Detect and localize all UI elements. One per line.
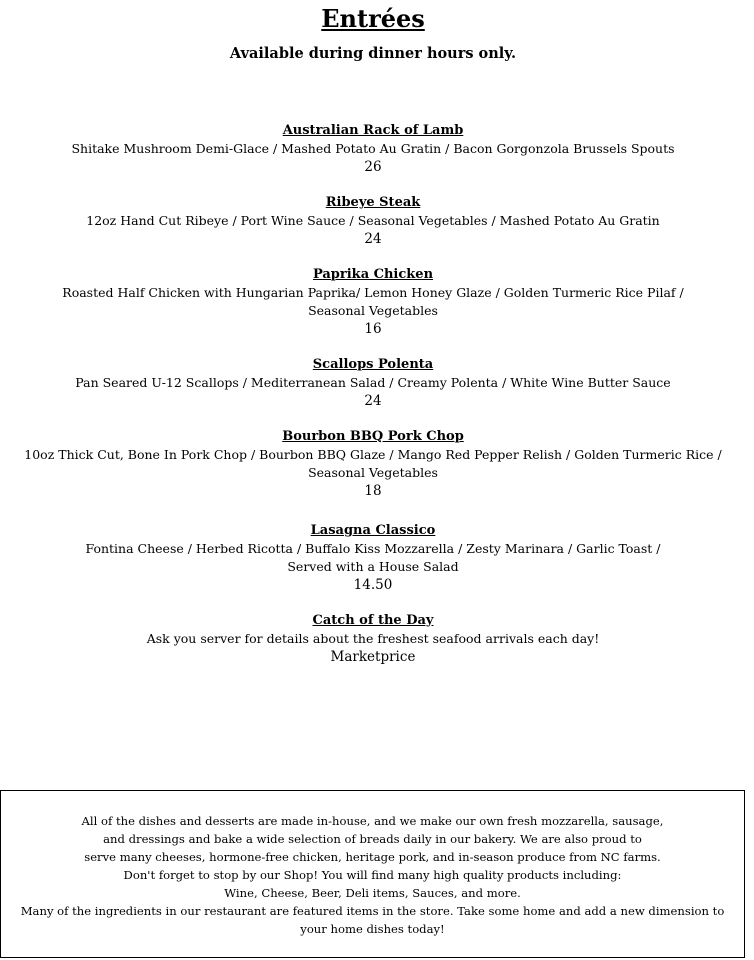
menu-item-name: Australian Rack of Lamb (282, 123, 464, 138)
menu-item-price: 14.50 (353, 577, 393, 593)
menu-item-description: Seasonal Vegetables (308, 303, 438, 318)
menu-item-description: Ask you server for details about the freshest seafood arrivals each day! (146, 631, 600, 646)
info-box (0, 790, 745, 958)
page-title: Entrées (321, 4, 425, 33)
menu-item-name: Scallops Polenta (312, 357, 434, 372)
menu-item-bourbon-bbq-pork-chop (0, 428, 746, 500)
menu-item-lasagna-classico (0, 522, 746, 594)
menu-item-description: 12oz Hand Cut Ribeye / Port Wine Sauce / Seasonal Vegetables / Mashed Potato Au Gratin (86, 213, 660, 228)
menu-item-catch-of-the-day (0, 612, 746, 666)
menu-item-name: Bourbon BBQ Pork Chop (282, 429, 464, 444)
menu-item-price: 18 (364, 483, 382, 499)
info-line: serve many cheeses, hormone-free chicken, heritage pork, and in-season produce from NC farms. (84, 850, 661, 864)
menu-item-price: 24 (364, 393, 382, 409)
menu-item-description: Served with a House Salad (287, 559, 459, 574)
info-line: Don't forget to stop by our Shop! You will find many high quality products including: (123, 868, 622, 882)
info-line: Many of the ingredients in our restaurant are featured items in the store. Take some home and add a new dimension to (20, 904, 725, 918)
entree-menu (0, 122, 746, 666)
menu-item-price: 26 (364, 159, 382, 175)
menu-item-name: Ribeye Steak (325, 195, 421, 210)
menu-item-description: Fontina Cheese / Herbed Ricotta / Buffalo Kiss Mozzarella / Zesty Marinara / Garlic Toast / (85, 541, 661, 556)
menu-item-description: Pan Seared U-12 Scallops / Mediterranean Salad / Creamy Polenta / White Wine Butter Sauce (75, 375, 671, 390)
menu-item-scallops-polenta (0, 356, 746, 410)
menu-item-price: 16 (364, 321, 382, 337)
info-line: your home dishes today! (300, 922, 445, 936)
menu-item-paprika-chicken (0, 266, 746, 338)
menu-item-description: Shitake Mushroom Demi-Glace / Mashed Potato Au Gratin / Bacon Gorgonzola Brussels Spouts (71, 141, 675, 156)
menu-item-description: 10oz Thick Cut, Bone In Pork Chop / Bourbon BBQ Glaze / Mango Red Pepper Relish / Golden Turmeric Rice / (24, 447, 722, 462)
menu-item-name: Paprika Chicken (312, 267, 434, 282)
menu-item-description: Seasonal Vegetables (308, 465, 438, 480)
info-line: Wine, Cheese, Beer, Deli items, Sauces, and more. (224, 886, 521, 900)
info-line: All of the dishes and desserts are made in-house, and we make our own fresh mozzarella, sausage, (81, 814, 664, 828)
menu-item-ribeye-steak (0, 194, 746, 248)
menu-item-name: Lasagna Classico (310, 523, 436, 538)
menu-item-name: Catch of the Day (312, 613, 434, 628)
info-line: and dressings and bake a wide selection of breads daily in our bakery. We are also proud to (103, 832, 642, 846)
info-text (1, 812, 744, 938)
menu-item-description: Roasted Half Chicken with Hungarian Paprika/ Lemon Honey Glaze / Golden Turmeric Rice Pilaf / (62, 285, 684, 300)
page-subtitle: Available during dinner hours only. (229, 45, 517, 62)
menu-item-rack-of-lamb (0, 122, 746, 176)
menu-item-price: 24 (364, 231, 382, 247)
menu-item-price: Marketprice (330, 649, 416, 665)
